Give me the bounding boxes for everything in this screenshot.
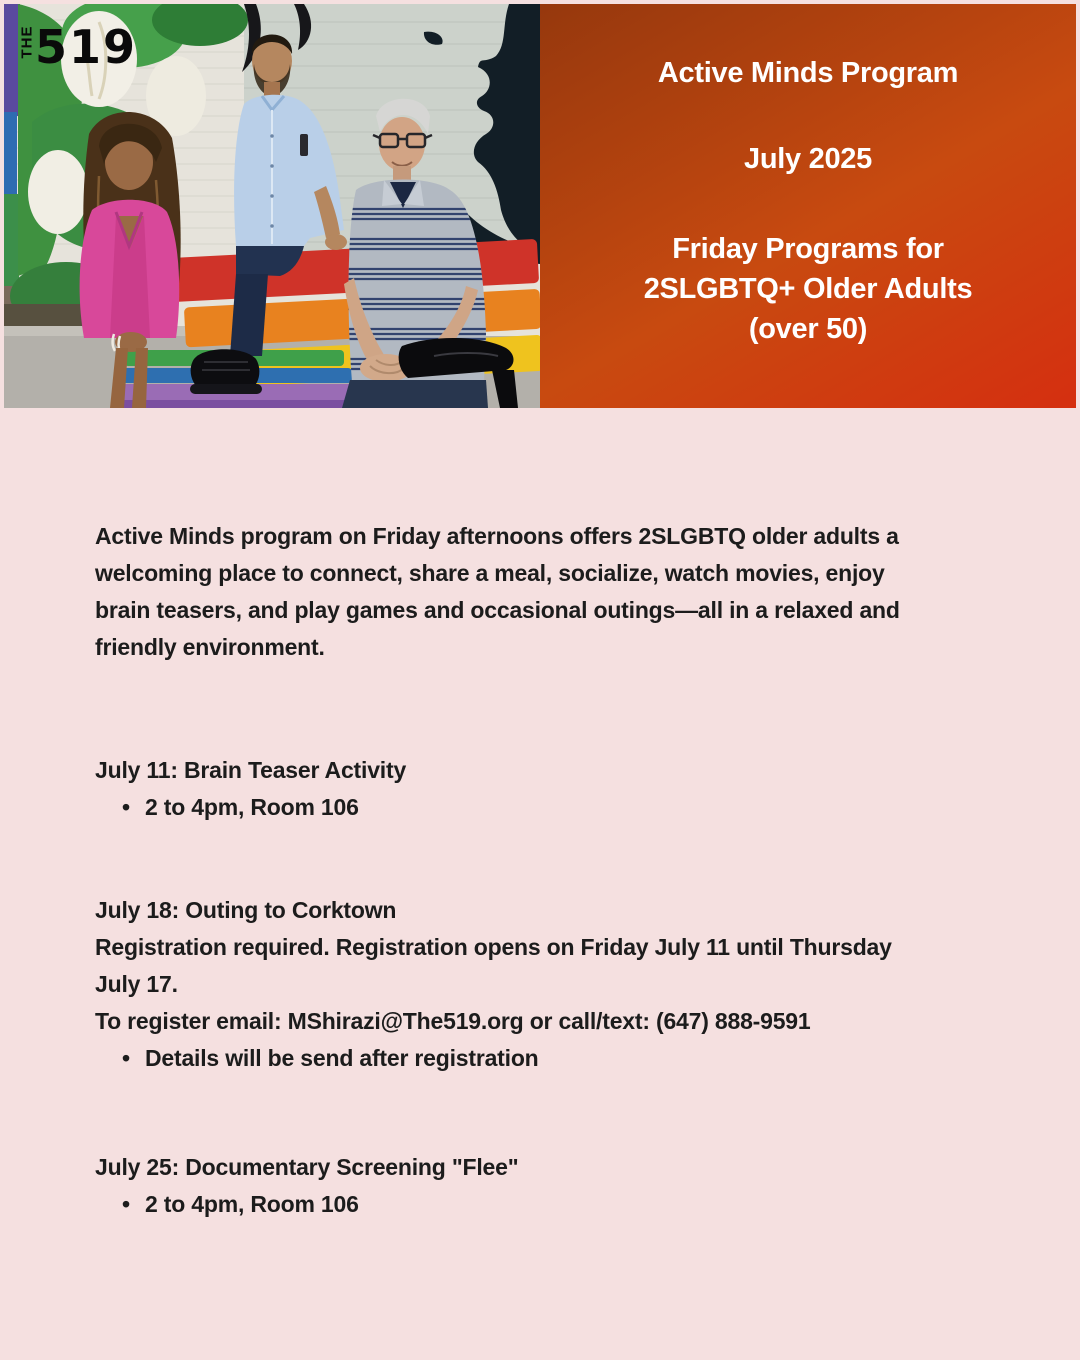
- program-details: [0, 518, 1080, 1223]
- intro-line: friendly environment.: [95, 634, 325, 660]
- event-bullet: • Details will be send after registration: [95, 1040, 1060, 1077]
- logo-the-text: THE: [18, 25, 36, 58]
- event-july-25: [95, 1149, 1060, 1223]
- program-subtitle: [540, 229, 1076, 349]
- subtitle-line: (over 50): [748, 313, 868, 345]
- subtitle-line: Friday Programs for: [672, 233, 944, 265]
- intro-line: welcoming place to connect, share a meal, socialize, watch movies, enjoy: [95, 560, 885, 586]
- logo-519-text: 519: [35, 20, 138, 74]
- program-photo: [4, 4, 540, 408]
- program-title: Active Minds Program: [657, 57, 959, 89]
- subtitle-line: 2SLGBTQ+ Older Adults: [643, 273, 973, 305]
- intro-line: Active Minds program on Friday afternoons offers 2SLGBTQ older adults a: [95, 523, 899, 549]
- event-july-11: [95, 752, 1060, 826]
- the519-logo: [16, 20, 138, 74]
- event-line: To register email: MShirazi@The519.org or call/text: (647) 888-9591: [95, 1008, 811, 1034]
- event-bullet: • 2 to 4pm, Room 106: [95, 789, 1060, 826]
- header-text-panel: [540, 4, 1076, 408]
- intro-line: brain teasers, and play games and occasional outings—all in a relaxed and: [95, 597, 900, 623]
- header-banner: [4, 4, 1076, 408]
- event-bullet: • 2 to 4pm, Room 106: [95, 1186, 1060, 1223]
- event-title: July 18: Outing to Corktown: [95, 897, 397, 923]
- event-line: July 17.: [95, 971, 178, 997]
- program-date: July 2025: [744, 143, 872, 175]
- flyer-page: [0, 4, 1080, 1360]
- intro-paragraph: [95, 518, 1060, 666]
- event-line: Registration required. Registration opens on Friday July 11 until Thursday: [95, 934, 892, 960]
- event-july-18: [95, 892, 1060, 1077]
- event-title: July 25: Documentary Screening "Flee": [95, 1154, 519, 1180]
- event-title: July 11: Brain Teaser Activity: [95, 757, 407, 783]
